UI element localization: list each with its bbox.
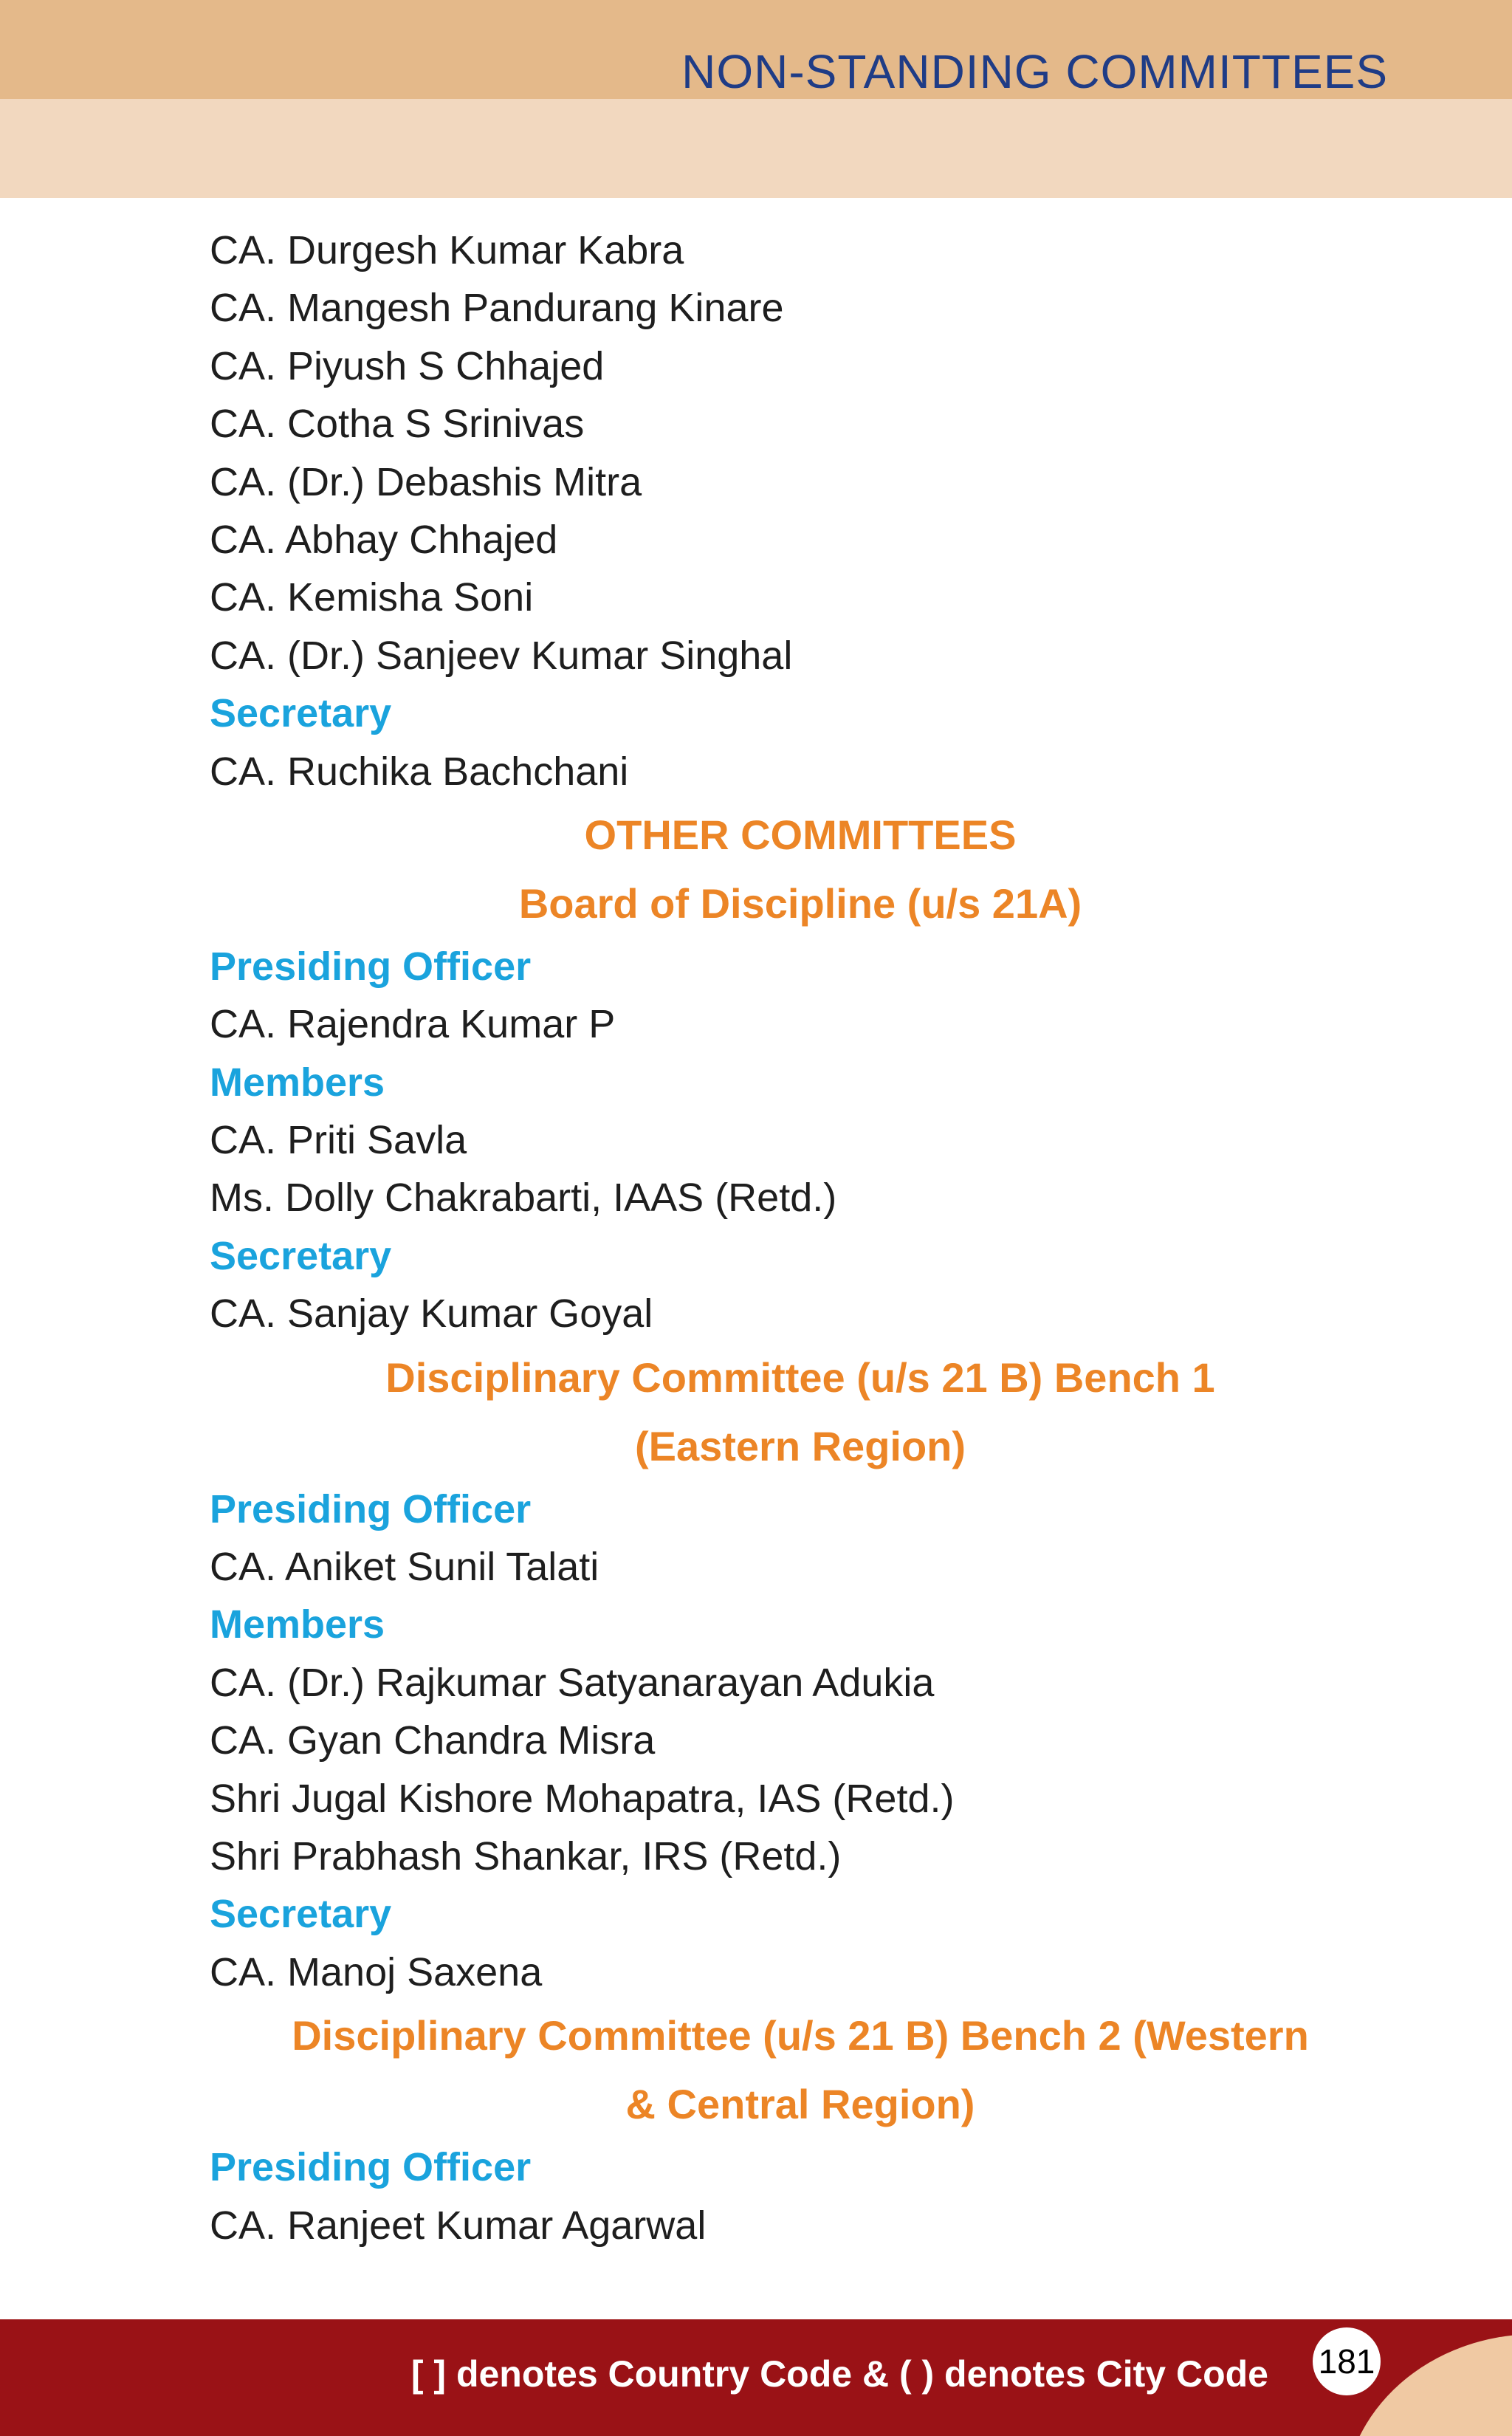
member-name: CA. Mangesh Pandurang Kinare xyxy=(210,286,784,331)
member-name: CA. Durgesh Kumar Kabra xyxy=(210,228,684,272)
member-name: CA. (Dr.) Debashis Mitra xyxy=(210,459,642,504)
presiding-officer-name: CA. Aniket Sunil Talati xyxy=(210,1545,599,1590)
member-name: Shri Prabhash Shankar, IRS (Retd.) xyxy=(210,1833,842,1879)
committee-list xyxy=(210,222,1391,2254)
header-band-bottom xyxy=(0,99,1512,198)
member-name: CA. Priti Savla xyxy=(210,1118,467,1163)
member-name: CA. (Dr.) Sanjeev Kumar Singhal xyxy=(210,633,793,678)
secretary-label: Secretary xyxy=(210,1233,392,1278)
members-label: Members xyxy=(210,1060,385,1105)
presiding-officer-name: CA. Ranjeet Kumar Agarwal xyxy=(210,2203,707,2248)
member-name: Shri Jugal Kishore Mohapatra, IAS (Retd.) xyxy=(210,1776,955,1821)
board-of-discipline-title: Board of Discipline (u/s 21A) xyxy=(518,879,1082,927)
bench1-title-line2: (Eastern Region) xyxy=(634,1422,966,1469)
other-committees-heading: OTHER COMMITTEES xyxy=(584,811,1017,858)
member-name: CA. Abhay Chhajed xyxy=(210,517,558,562)
footer-code-note: [ ] denotes Country Code & ( ) denotes City Code xyxy=(410,2353,1268,2395)
bench1-title-line1: Disciplinary Committee (u/s 21 B) Bench 1 xyxy=(385,1353,1215,1401)
member-name: CA. (Dr.) Rajkumar Satyanarayan Adukia xyxy=(210,1660,935,1705)
presiding-officer-label: Presiding Officer xyxy=(210,2145,532,2190)
secretary-name: CA. Sanjay Kumar Goyal xyxy=(210,1291,653,1337)
member-name: Ms. Dolly Chakrabarti, IAAS (Retd.) xyxy=(210,1176,837,1221)
secretary-name: CA. Ruchika Bachchani xyxy=(210,749,629,794)
page-number: 181 xyxy=(1313,2327,1381,2395)
page-footer xyxy=(0,2319,1512,2436)
presiding-officer-name: CA. Rajendra Kumar P xyxy=(210,1002,616,1047)
presiding-officer-label: Presiding Officer xyxy=(210,944,532,989)
secretary-label: Secretary xyxy=(210,1892,392,1937)
secretary-name: CA. Manoj Saxena xyxy=(210,1949,543,1994)
members-label: Members xyxy=(210,1602,385,1647)
member-name: CA. Kemisha Soni xyxy=(210,575,534,620)
presiding-officer-label: Presiding Officer xyxy=(210,1486,532,1531)
member-name: CA. Cotha S Srinivas xyxy=(210,402,585,447)
bench2-title-line2: & Central Region) xyxy=(625,2081,975,2128)
page-header-title: NON-STANDING COMMITTEES xyxy=(681,45,1388,98)
bench2-title-line1: Disciplinary Committee (u/s 21 B) Bench 2 (Western xyxy=(292,2012,1309,2059)
member-name: CA. Piyush S Chhajed xyxy=(210,343,605,388)
member-name: CA. Gyan Chandra Misra xyxy=(210,1718,656,1763)
secretary-label: Secretary xyxy=(210,691,392,736)
